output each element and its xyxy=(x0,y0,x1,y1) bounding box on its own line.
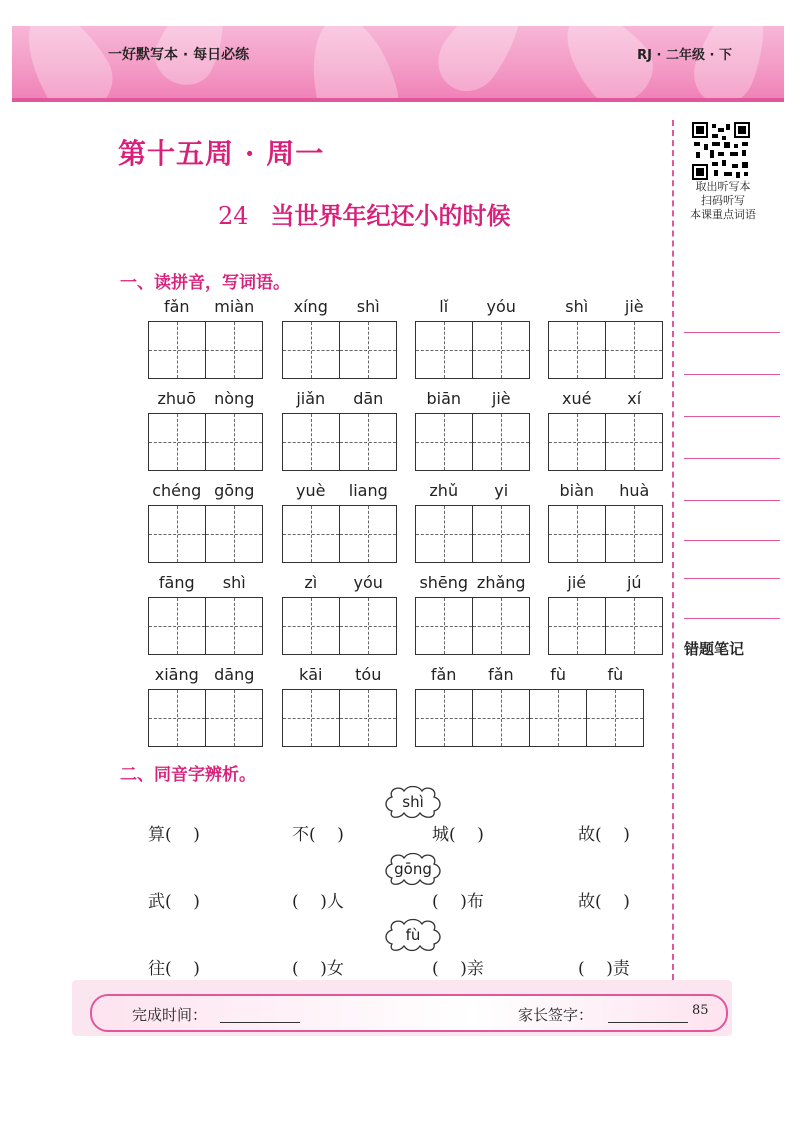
writing-cell[interactable] xyxy=(149,690,205,746)
pinyin-syllable: jiè xyxy=(491,389,511,408)
pinyin-syllable: yóu xyxy=(486,297,516,316)
writing-cell[interactable] xyxy=(339,506,396,562)
pinyin-flower-bubble xyxy=(384,852,442,886)
word-box[interactable] xyxy=(548,389,663,471)
note-line xyxy=(684,416,780,417)
writing-cell[interactable] xyxy=(472,506,529,562)
pinyin-syllable: fù xyxy=(550,665,567,684)
writing-cell[interactable] xyxy=(205,506,262,562)
writing-cell[interactable] xyxy=(283,690,339,746)
pinyin-syllable: shì xyxy=(565,297,589,316)
writing-cell[interactable] xyxy=(549,598,605,654)
pinyin-syllable: jié xyxy=(567,573,587,592)
pinyin-syllable: fǎn xyxy=(163,297,190,316)
pinyin-syllable: yuè xyxy=(296,481,326,500)
word-box[interactable] xyxy=(548,481,663,563)
pinyin-syllable: biàn xyxy=(559,481,595,500)
parent-signature-label: 家长签字： xyxy=(518,1006,594,1024)
completion-time-field[interactable] xyxy=(220,1022,300,1023)
word-box[interactable] xyxy=(148,389,263,471)
writing-cell[interactable] xyxy=(149,598,205,654)
writing-cell[interactable] xyxy=(472,690,529,746)
homophone-blank[interactable]: ( )人 xyxy=(292,892,344,912)
writing-cell[interactable] xyxy=(472,598,529,654)
homophone-blank[interactable]: 城( ) xyxy=(432,825,484,845)
writing-cell[interactable] xyxy=(149,414,205,470)
pinyin-syllable: xiāng xyxy=(154,665,199,684)
pinyin-syllable: nòng xyxy=(214,389,255,408)
writing-cell[interactable] xyxy=(149,322,205,378)
pinyin-syllable: miàn xyxy=(214,297,255,316)
writing-cell[interactable] xyxy=(339,322,396,378)
parent-signature-field[interactable] xyxy=(608,1022,688,1023)
writing-cell[interactable] xyxy=(549,506,605,562)
pinyin-flower-bubble xyxy=(384,785,442,819)
header-series-title: 一好默写本 · 每日必练 xyxy=(108,47,250,63)
word-box[interactable] xyxy=(282,481,397,563)
pinyin-syllable: jú xyxy=(626,573,642,592)
pinyin-syllable: yi xyxy=(494,481,509,500)
homophone-blank[interactable]: 算( ) xyxy=(148,825,200,845)
note-line xyxy=(684,374,780,375)
lesson-name: 当世界年纪还小的时候 xyxy=(270,202,511,230)
homophone-blank[interactable]: ( )亲 xyxy=(432,959,484,979)
lesson-number: 24 xyxy=(218,202,249,230)
writing-cell[interactable] xyxy=(416,690,472,746)
writing-cell[interactable] xyxy=(205,414,262,470)
writing-cell[interactable] xyxy=(549,414,605,470)
pinyin-syllable: xué xyxy=(562,389,592,408)
writing-cell[interactable] xyxy=(339,414,396,470)
pinyin-syllable: zhǎng xyxy=(476,573,526,592)
writing-cell[interactable] xyxy=(339,598,396,654)
note-line xyxy=(684,578,780,579)
word-box[interactable] xyxy=(282,297,397,379)
writing-cell[interactable] xyxy=(605,322,662,378)
word-box[interactable] xyxy=(548,297,663,379)
word-box[interactable] xyxy=(148,297,263,379)
header-band xyxy=(12,26,784,102)
note-line xyxy=(684,540,780,541)
pinyin-syllable: fāng xyxy=(158,573,195,592)
pinyin-syllable: fù xyxy=(607,665,624,684)
homophone-blank[interactable]: 不( ) xyxy=(292,825,344,845)
section2-heading: 二、同音字辨析。 xyxy=(120,765,256,785)
writing-cell[interactable] xyxy=(416,414,472,470)
homophone-blank[interactable]: ( )布 xyxy=(432,892,484,912)
writing-cell[interactable] xyxy=(205,690,262,746)
pinyin-syllable: dāng xyxy=(214,665,255,684)
pinyin-syllable: jiǎn xyxy=(296,389,326,408)
writing-cell[interactable] xyxy=(205,322,262,378)
writing-cell[interactable] xyxy=(605,414,662,470)
pinyin-syllable: shì xyxy=(356,297,380,316)
writing-cell[interactable] xyxy=(283,506,339,562)
pinyin-syllable: biān xyxy=(426,389,462,408)
writing-cell[interactable] xyxy=(472,322,529,378)
homophone-blank[interactable]: ( )女 xyxy=(292,959,344,979)
homophone-blank[interactable]: 故( ) xyxy=(578,892,630,912)
pinyin-syllable: kāi xyxy=(298,665,323,684)
writing-cell[interactable] xyxy=(283,598,339,654)
writing-cell[interactable] xyxy=(549,322,605,378)
writing-cell[interactable] xyxy=(283,322,339,378)
pinyin-syllable: shì xyxy=(222,573,246,592)
homophone-blank[interactable]: 武( ) xyxy=(148,892,200,912)
writing-cell[interactable] xyxy=(416,322,472,378)
word-box[interactable] xyxy=(548,573,663,655)
qr-code-icon[interactable] xyxy=(692,122,750,180)
pinyin-syllable: liang xyxy=(348,481,388,500)
footer-bar xyxy=(90,994,728,1032)
note-line xyxy=(684,332,780,333)
page-number: 85 xyxy=(692,1003,709,1018)
writing-cell[interactable] xyxy=(205,598,262,654)
word-box[interactable] xyxy=(148,665,263,747)
pinyin-syllable: zhǔ xyxy=(429,481,459,500)
writing-cell[interactable] xyxy=(529,690,586,746)
header-grade: RJ · 二年级 · 下 xyxy=(637,48,732,63)
word-box[interactable] xyxy=(415,389,530,471)
note-line xyxy=(684,618,780,619)
writing-cell[interactable] xyxy=(416,506,472,562)
pinyin-flower-bubble xyxy=(384,918,442,952)
pinyin-syllable: xí xyxy=(627,389,642,408)
word-box[interactable] xyxy=(282,389,397,471)
homophone-pinyin: gōng xyxy=(394,860,432,878)
word-box[interactable] xyxy=(282,573,397,655)
completion-time-label: 完成时间： xyxy=(132,1006,208,1024)
pinyin-syllable: xíng xyxy=(293,297,328,316)
pinyin-syllable: gōng xyxy=(214,481,255,500)
pinyin-syllable: yóu xyxy=(353,573,383,592)
pinyin-syllable: zì xyxy=(304,573,318,592)
homophone-blank[interactable]: 故( ) xyxy=(578,825,630,845)
word-box[interactable] xyxy=(148,481,263,563)
writing-cell[interactable] xyxy=(149,506,205,562)
word-box[interactable] xyxy=(148,573,263,655)
word-box[interactable] xyxy=(282,665,397,747)
writing-cell[interactable] xyxy=(586,690,643,746)
qr-caption: 取出听写本 扫码听写 本课重点词语 xyxy=(690,180,756,221)
homophone-blank[interactable]: ( )责 xyxy=(578,959,630,979)
writing-cell[interactable] xyxy=(605,598,662,654)
pinyin-syllable: dān xyxy=(353,389,384,408)
pinyin-syllable: lǐ xyxy=(439,297,449,316)
word-box[interactable] xyxy=(415,481,530,563)
writing-cell[interactable] xyxy=(605,506,662,562)
word-box[interactable] xyxy=(415,665,644,747)
pinyin-syllable: fǎn xyxy=(488,665,514,684)
pinyin-syllable: shēng xyxy=(419,573,469,592)
writing-cell[interactable] xyxy=(283,414,339,470)
note-line xyxy=(684,500,780,501)
margin-divider xyxy=(672,120,674,990)
pinyin-syllable: jiè xyxy=(624,297,644,316)
writing-cell[interactable] xyxy=(472,414,529,470)
lesson-title xyxy=(218,196,511,231)
error-notes-title: 错题笔记 xyxy=(684,640,745,658)
writing-cell[interactable] xyxy=(416,598,472,654)
word-box[interactable] xyxy=(415,297,530,379)
writing-cell[interactable] xyxy=(339,690,396,746)
pinyin-syllable: chéng xyxy=(152,481,202,500)
homophone-blank[interactable]: 往( ) xyxy=(148,959,200,979)
pinyin-syllable: tóu xyxy=(355,665,382,684)
homophone-pinyin: shì xyxy=(402,793,424,811)
note-line xyxy=(684,458,780,459)
homophone-pinyin: fù xyxy=(405,926,421,944)
pinyin-syllable: huà xyxy=(619,481,650,500)
word-box[interactable] xyxy=(415,573,530,655)
section1-heading: 一、读拼音，写词语。 xyxy=(120,273,290,293)
pinyin-syllable: fǎn xyxy=(430,665,457,684)
week-title: 第十五周 · 周一 xyxy=(118,137,325,170)
pinyin-syllable: zhuō xyxy=(157,389,196,408)
